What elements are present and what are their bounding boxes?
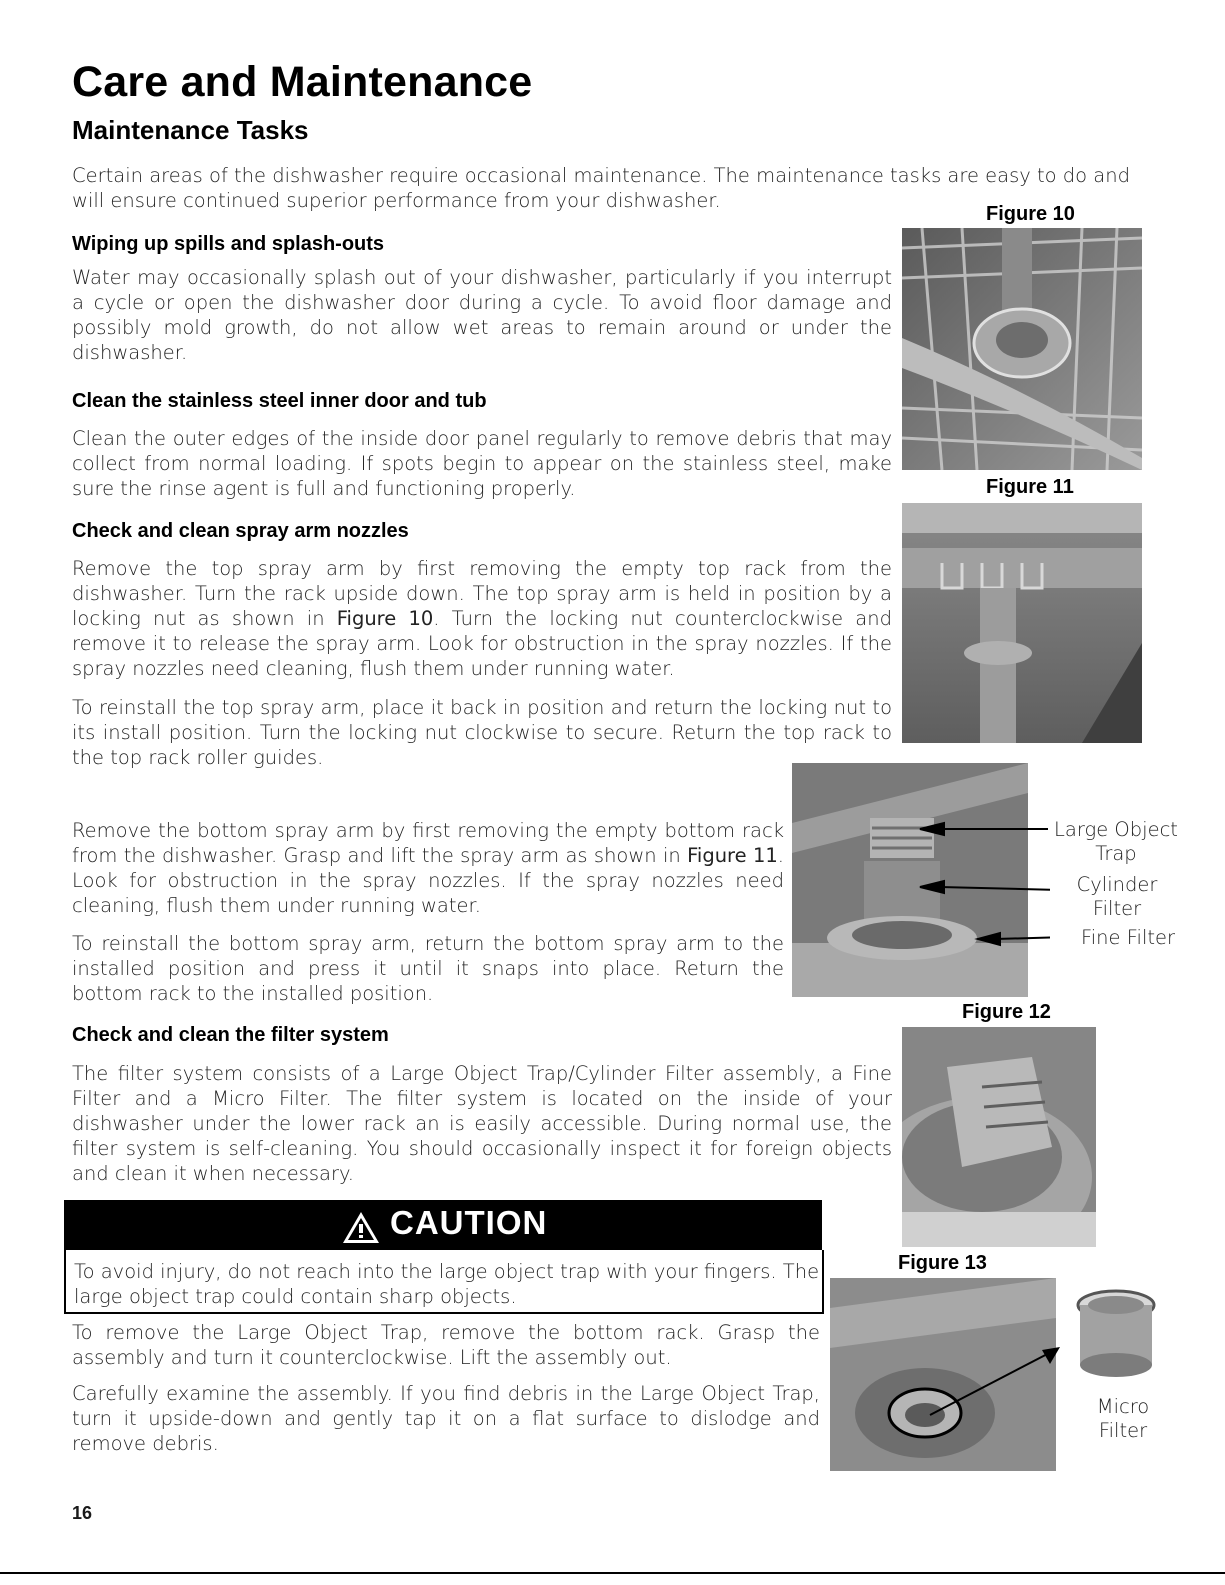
figure-12-photo (902, 1027, 1096, 1247)
filter-remove-paragraph: To remove the Large Object Trap, remove the bottom rack. Grasp the assembly and turn it counterclockwise. Lift the assembly out. (72, 1321, 820, 1369)
filter-heading: Check and clean the filter system (72, 1024, 389, 1046)
figure-12-label: Figure 12 (962, 1001, 1051, 1023)
footer-rule (0, 1572, 1225, 1574)
figure-11-reference: Figure 11 (687, 844, 778, 867)
intro-paragraph: Certain areas of the dishwasher require occasional maintenance. The maintenance tasks are easy to do and will ensure continued superior performance from your dishwasher. (72, 164, 1130, 212)
warning-icon (342, 1211, 380, 1244)
micro-filter-callout: Micro Filter (1096, 1395, 1150, 1442)
spray-arm-paragraph-1: Remove the top spray arm by first removing the empty top rack from the dishwasher. Turn the rack upside down. The top spray arm is held in position by a locking nut as shown in Figure 10. Turn the locking nut counterclockwise and remove it to release the spray arm. Look for obstruction in the spray nozzles. If the spray nozzles need cleaning, flush them under running water. (72, 557, 892, 680)
spray-arm-paragraph-2: To reinstall the top spray arm, place it back in position and return the locking nut to its install position. Turn the locking nut clockwise to secure. Return the top rack to the top rack roller guides. (72, 696, 892, 769)
caution-text: To avoid injury, do not reach into the large object trap with your fingers. The large object trap could contain sharp objects. (74, 1260, 820, 1308)
figure-10-photo (902, 228, 1142, 470)
bottom-spray-arm-image (902, 503, 1142, 743)
page-title: Care and Maintenance (72, 58, 533, 106)
figure-11-label: Figure 11 (986, 476, 1074, 498)
spray-arm-heading: Check and clean spray arm nozzles (72, 520, 409, 542)
callout-arrows (900, 815, 1050, 955)
filter-paragraph: The filter system consists of a Large Object Trap/Cylinder Filter assembly, a Fine Filter and a Micro Filter. The filter system is located on the inside of your dishwasher under the lower rack an is easily accessible. During normal use, the filter system is self-cleaning. You should occasionally inspect it for foreign objects and clean it when necessary. (72, 1062, 892, 1185)
spills-paragraph: Water may occasionally splash out of your dishwasher, particularly if you interrupt a cycle or open the dishwasher door during a cycle. To avoid floor damage and possibly mold growth, do not allow wet areas to remain around or under the dishwasher. (72, 266, 892, 364)
figure-10-reference: Figure 10 (336, 607, 434, 630)
figure-10-label: Figure 10 (986, 203, 1075, 225)
caution-title: CAUTION (390, 1204, 548, 1241)
spray-arm-paragraph-4: To reinstall the bottom spray arm, return the bottom spray arm to the installed position and press it until it snaps into place. Return the bottom rack to the installed position. (72, 932, 784, 1005)
micro-filter-arrow (920, 1340, 1070, 1430)
filter-examine-paragraph: Carefully examine the assembly. If you find debris in the Large Object Trap, turn it upside-down and gently tap it on a flat surface to dislodge and remove debris. (72, 1382, 820, 1455)
large-object-trap-image (902, 1027, 1096, 1247)
spray-arm-paragraph-3: Remove the bottom spray arm by first removing the empty bottom rack from the dishwasher. Grasp and lift the spray arm as shown in Figure 11. Look for obstruction in the spray nozzles. If the spray nozzles need cleaning, flush them under running water. (72, 819, 784, 917)
figure-11-photo (902, 503, 1142, 743)
large-object-trap-callout: Large Object Trap (1054, 818, 1178, 865)
cylinder-filter-callout: Cylinder Filter (1076, 873, 1158, 920)
fine-filter-callout: Fine Filter (1080, 926, 1176, 949)
page-number: 16 (72, 1503, 93, 1523)
figure-13-label: Figure 13 (898, 1252, 987, 1274)
stainless-paragraph: Clean the outer edges of the inside door panel regularly to remove debris that may collect from normal loading. If spots begin to appear on the stainless steel, make sure the rinse agent is full and functioning properly. (72, 427, 892, 500)
spills-heading: Wiping up spills and splash-outs (72, 233, 385, 255)
stainless-heading: Clean the stainless steel inner door and tub (72, 390, 487, 412)
section-title: Maintenance Tasks (72, 115, 309, 145)
micro-filter-image (1068, 1285, 1178, 1385)
spray-arm-locking-nut-image (902, 228, 1142, 470)
